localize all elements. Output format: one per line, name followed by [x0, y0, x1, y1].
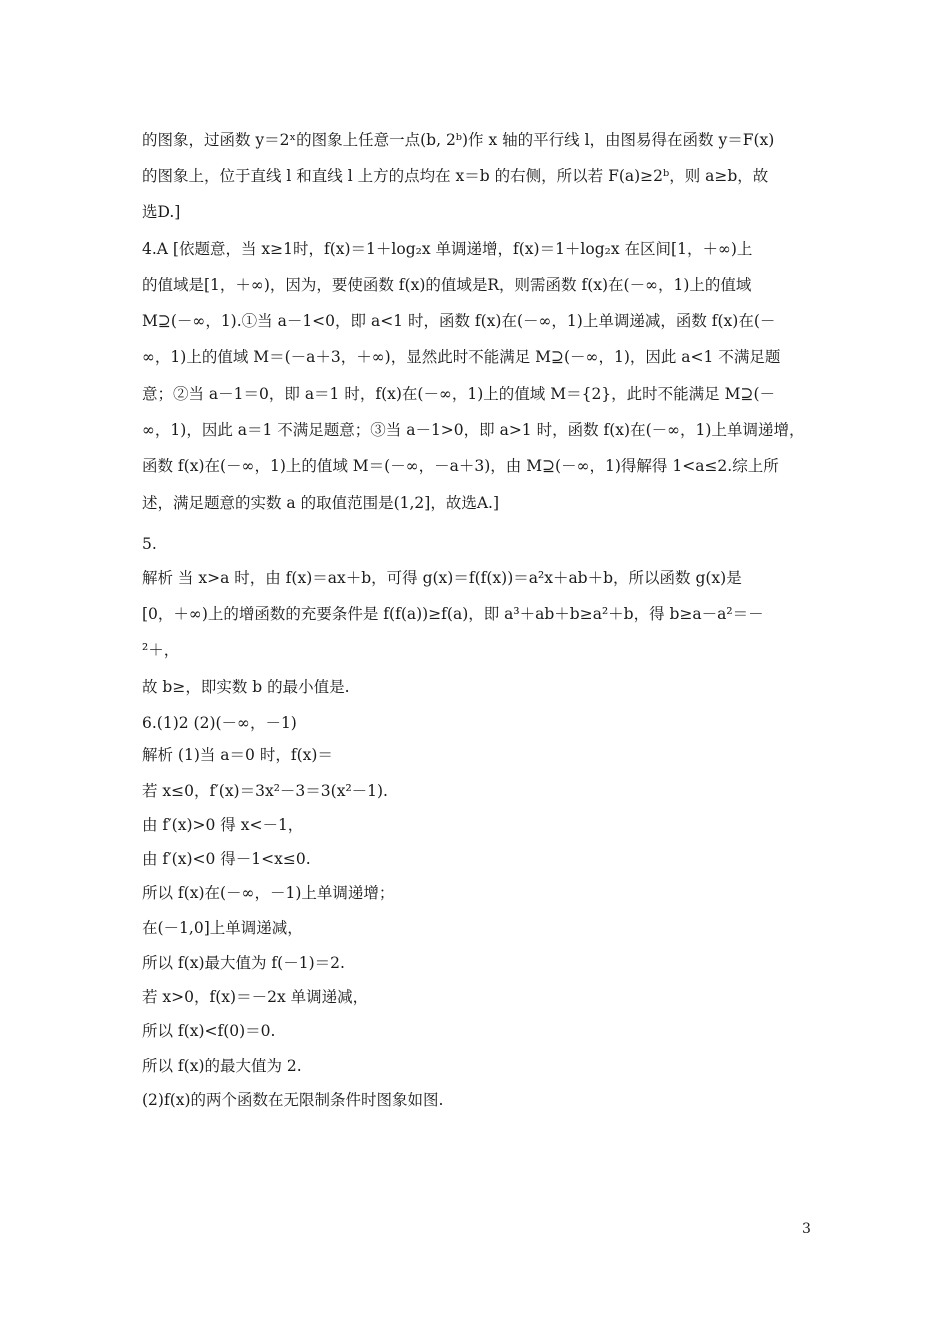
text-line: 若 x>0，f(x)＝－2x 单调递减，: [142, 988, 369, 1006]
text-line: ∞，1)，因此 a＝1 不满足题意；③当 a－1>0，即 a>1 时，函数 f(x)在(－∞，1)上单调递增，: [142, 421, 805, 439]
text-line: 由 f′(x)>0 得 x<－1，: [142, 816, 304, 834]
text-line: 所以 f(x)的最大值为 2.: [142, 1057, 302, 1075]
text-line: (2)f(x)的两个函数在无限制条件时图象如图.: [142, 1091, 444, 1109]
text-line: 解析 (1)当 a＝0 时，f(x)＝: [142, 746, 333, 764]
text-line: 6.(1)2 (2)(－∞，－1): [142, 714, 297, 732]
text-line: ²＋，: [142, 641, 180, 659]
text-line: 选D.]: [142, 203, 181, 221]
text-line: 5.: [142, 535, 157, 553]
text-line: 所以 f(x)<f(0)＝0.: [142, 1022, 276, 1040]
text-line: ∞，1)上的值域 M＝(－a＋3，＋∞)，显然此时不能满足 M⊇(－∞，1)，因此 a<1 不满足题: [142, 348, 781, 366]
text-line: 意；②当 a－1＝0，即 a＝1 时，f(x)在(－∞，1)上的值域 M＝{2}，此时不能满足 M⊇(－: [142, 385, 776, 403]
text-line: M⊇(－∞，1).①当 a－1<0，即 a<1 时，函数 f(x)在(－∞，1)上单调递减，函数 f(x)在(－: [142, 312, 776, 330]
text-line: 所以 f(x)在(－∞，－1)上单调递增；: [142, 884, 395, 902]
text-line: 函数 f(x)在(－∞，1)上的值域 M＝(－∞，－a＋3)，由 M⊇(－∞，1)得解得 1<a≤2.综上所: [142, 457, 779, 475]
text-line: 解析 当 x>a 时，由 f(x)＝ax＋b，可得 g(x)＝f(f(x))＝a²x＋ab＋b，所以函数 g(x)是: [142, 569, 742, 587]
text-line: 由 f′(x)<0 得－1<x≤0.: [142, 850, 311, 868]
text-line: 在(－1,0]上单调递减，: [142, 919, 303, 937]
text-line: 所以 f(x)最大值为 f(－1)＝2.: [142, 954, 345, 972]
text-line: [0，＋∞)上的增函数的充要条件是 f(f(a))≥f(a)，即 a³＋ab＋b≥a²＋b，得 b≥a－a²＝－: [142, 605, 764, 623]
text-line: 4.A [依题意，当 x≥1时，f(x)＝1＋log₂x 单调递增，f(x)＝1＋log₂x 在区间[1，＋∞)上: [142, 240, 753, 258]
text-line: 故 b≥，即实数 b 的最小值是.: [142, 678, 350, 696]
text-line: 的图象上，位于直线 l 和直线 l 上方的点均在 x＝b 的右侧，所以若 F(a)≥2ᵇ，则 a≥b，故: [142, 167, 769, 185]
text-line: 的图象，过函数 y＝2ˣ的图象上任意一点(b, 2ᵇ)作 x 轴的平行线 l，由图易得在函数 y＝F(x): [142, 131, 775, 149]
page-number: 3: [802, 1221, 811, 1237]
text-line: 述，满足题意的实数 a 的取值范围是(1,2]，故选A.]: [142, 494, 500, 512]
text-line: 若 x≤0，f′(x)＝3x²－3＝3(x²－1).: [142, 782, 388, 800]
text-line: 的值域是[1，＋∞)，因为，要使函数 f(x)的值域是R，则需函数 f(x)在(－∞，1)上的值域: [142, 276, 752, 294]
